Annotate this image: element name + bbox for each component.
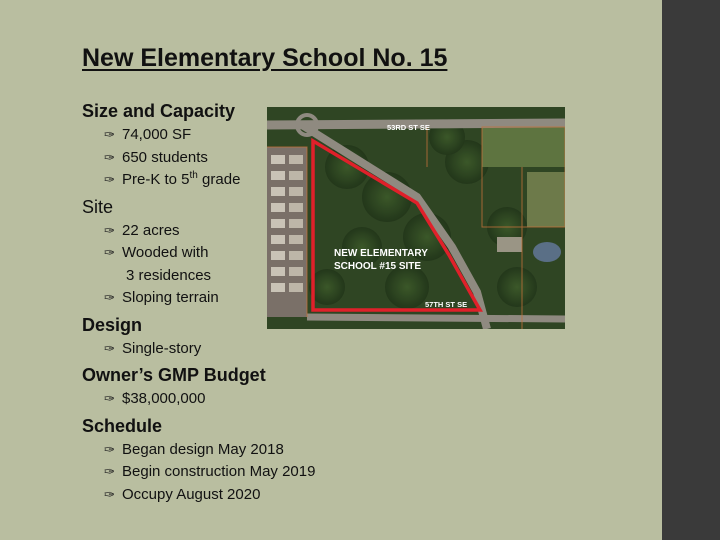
feather-bullet-icon: ✑ [104, 486, 115, 502]
site-aerial-map [267, 107, 565, 329]
site-label-line1: NEW ELEMENTARY [334, 248, 428, 259]
section-heading-budget: Owner’s GMP Budget [82, 365, 266, 385]
list-item: ✑ 74,000 SF [104, 124, 382, 147]
feather-bullet-icon: ✑ [104, 245, 115, 260]
design-list [82, 338, 382, 361]
budget-list [82, 388, 382, 411]
list-item: ✑ 22 acres [104, 220, 382, 243]
list-item: ✑ Single-story [104, 338, 382, 361]
street-label-north: 53RD ST SE [387, 123, 430, 132]
road-south [307, 317, 565, 319]
list-item: ✑ Begin construction May 2019 [104, 461, 382, 484]
feather-bullet-icon: ✑ [104, 441, 115, 457]
list-item: ✑ Began design May 2018 [104, 439, 382, 462]
site-label-line2: SCHOOL #15 SITE [334, 261, 422, 272]
street-label-south: 57TH ST SE [425, 300, 468, 309]
map-pond [533, 242, 561, 262]
map-field [527, 172, 565, 227]
feather-bullet-icon: ✑ [104, 391, 115, 406]
list-item: ✑ Sloping terrain [104, 287, 382, 310]
list-item: ✑ Occupy August 2020 [104, 484, 382, 507]
list-item: ✑ Wooded with [104, 242, 382, 265]
slide-title: New Elementary School No. 15 [82, 44, 448, 72]
feather-bullet-icon: ✑ [104, 464, 115, 479]
schedule-list [82, 439, 382, 507]
slide-side-bar [662, 0, 720, 540]
feather-bullet-icon: ✑ [104, 290, 115, 305]
section-heading-design: Design [82, 314, 143, 335]
feather-bullet-icon: ✑ [104, 149, 115, 165]
section-heading-site: Site [82, 196, 114, 217]
map-field [482, 127, 565, 167]
list-item: ✑ Pre-K to 5th grade [104, 169, 382, 192]
section-heading-size: Size and Capacity [82, 101, 236, 121]
list-item: ✑ $38,000,000 [104, 388, 382, 411]
feather-bullet-icon: ✑ [104, 222, 115, 238]
feather-bullet-icon: ✑ [104, 340, 115, 356]
map-building [497, 237, 522, 252]
section-heading-schedule: Schedule [82, 415, 163, 436]
feather-bullet-icon: ✑ [104, 172, 115, 187]
feather-bullet-icon: ✑ [104, 127, 115, 142]
list-item-continuation: 3 residences [126, 266, 212, 284]
list-item: ✑ 650 students [104, 147, 382, 170]
residential-lots [267, 147, 307, 317]
